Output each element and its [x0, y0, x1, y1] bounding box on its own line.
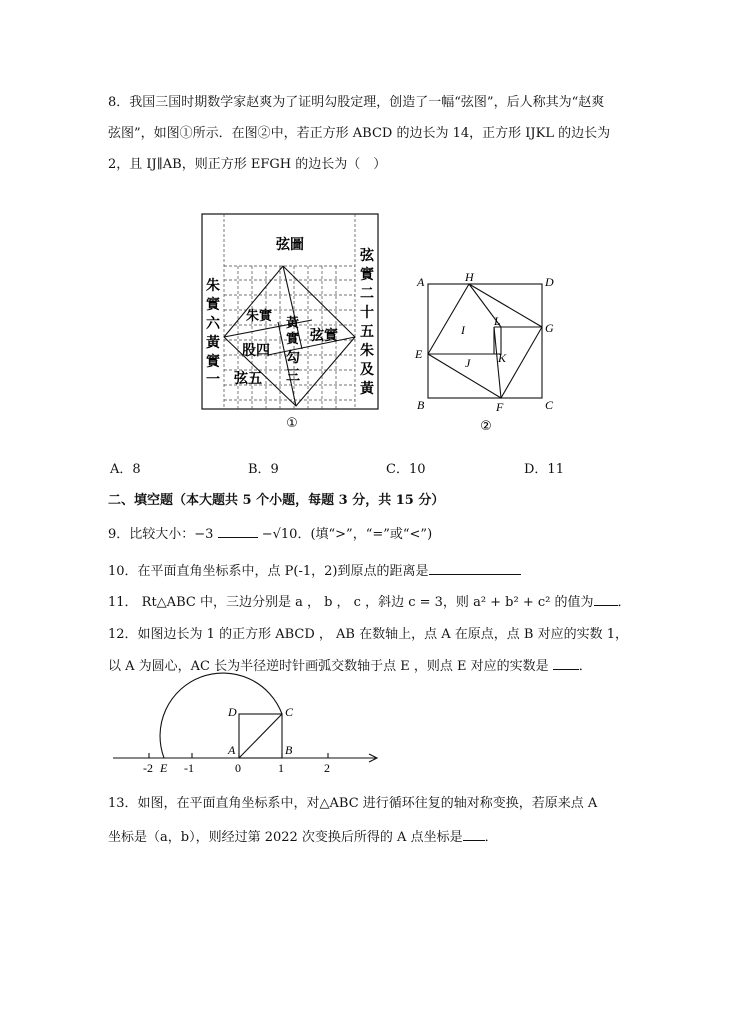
nl-pt-A: A [228, 743, 236, 757]
nl-pt-D: D [228, 705, 237, 719]
q9-middle: −√10 [261, 527, 298, 542]
q10 [108, 562, 521, 581]
q13-blank [463, 828, 485, 841]
q8-line1: 8．我国三国时期数学家赵爽为了证明勾股定理，创造了一幅“弦图”，后人称其为“赵爽 [108, 95, 605, 110]
section2-heading: 二、填空题（本大题共 5 个小题，每题 3 分，共 15 分） [108, 493, 445, 508]
q11-blank [594, 593, 618, 606]
fig2-caption: ② [480, 419, 492, 434]
q9-prefix: 9．比较大小：−3 [108, 527, 214, 542]
q12-line2-row [108, 657, 592, 676]
q11 [108, 593, 631, 612]
q13-line1: 13．如图，在平面直角坐标系中，对△ABC 进行循环往复的轴对称变换，若原来点 A [108, 796, 598, 811]
nl-pt-E: E [160, 761, 168, 775]
q12-line2: 以 A 为圆心，AC 长为半径逆时针画弧交数轴于点 E ，则点 E 对应的实数是 [108, 659, 549, 674]
fig2-pt-G: G [545, 321, 554, 335]
fig1-zhushi: 朱實 [246, 309, 273, 324]
q8-line3: 2，且 IJ∥AB，则正方形 EFGH 的边长为（ ） [108, 157, 387, 172]
q11-text: 11． Rt△ABC 中，三边分别是 a ， b ， c ，斜边 c = 3，则 a² + b² + c² 的值为 [108, 595, 594, 610]
fig1-xianshi: 弦實 [310, 328, 338, 344]
fig1-left-text: 朱實六黃實一 [206, 278, 220, 388]
fig2-pt-D: D [545, 275, 554, 289]
nl-tick-neg2: -2 [143, 761, 153, 775]
q9-blank [218, 525, 258, 538]
q12-line1: 12．如图边长为 1 的正方形 ABCD ， AB 在数轴上，点 A 在原点，点 B 对应的实数 1， [108, 627, 628, 642]
q9 [108, 525, 432, 544]
fig1-right-text: 弦實二十五朱及黃 [360, 248, 374, 397]
option-d: D．11 [524, 462, 564, 477]
fig2-pt-A: A [417, 275, 425, 289]
fig1-title: 弦圖 [276, 237, 304, 253]
nl-pt-C: C [285, 705, 294, 719]
nl-pt-B: B [285, 743, 293, 757]
fig1-caption: ① [286, 416, 298, 431]
q12-end: ． [578, 659, 592, 674]
fig1-gousan: 勾三 [286, 350, 300, 384]
q11-end: ． [617, 595, 631, 610]
option-b: B．9 [248, 462, 279, 477]
nl-tick-1: 1 [278, 761, 284, 775]
q10-blank [429, 562, 521, 575]
fig2-pt-B: B [417, 398, 425, 412]
fig1-xianwu: 弦五 [234, 371, 262, 387]
nl-tick-neg1: -1 [184, 761, 194, 775]
q8-line2: 弦图”，如图①所示．在图②中，若正方形 ABCD 的边长为 14，正方形 IJKL 的边长为 [108, 126, 611, 141]
fig2-pt-J: J [465, 356, 471, 370]
fig2-pt-L: L [494, 314, 501, 328]
option-c: C．10 [386, 462, 426, 477]
q10-text: 10．在平面直角坐标系中，点 P(-1，2)到原点的距离是 [108, 564, 429, 579]
q13-end: ． [484, 830, 498, 845]
nl-tick-2: 2 [324, 761, 330, 775]
fig2-pt-F: F [496, 400, 504, 414]
q13-line2: 坐标是（a，b），则经过第 2022 次变换后所得的 A 点坐标是 [108, 830, 463, 845]
fig1-gusi: 股四 [242, 343, 270, 359]
fig2-pt-E: E [415, 347, 423, 361]
nl-tick-0: 0 [235, 761, 241, 775]
q9-suffix: ．(填“>”，“=”或“<”) [297, 527, 433, 542]
fig2-pt-C: C [545, 398, 554, 412]
fig2-pt-I: I [461, 323, 465, 337]
figure2-squares [410, 270, 554, 434]
fig1-huangshi: 黃實 [286, 316, 300, 347]
q13-line2-row [108, 828, 498, 847]
q12-blank [553, 657, 579, 670]
option-a: A．8 [110, 462, 141, 477]
fig2-pt-H: H [465, 270, 474, 284]
fig2-pt-K: K [498, 351, 507, 365]
numberline-figure [105, 692, 395, 782]
figure1-xiantu [200, 212, 390, 431]
